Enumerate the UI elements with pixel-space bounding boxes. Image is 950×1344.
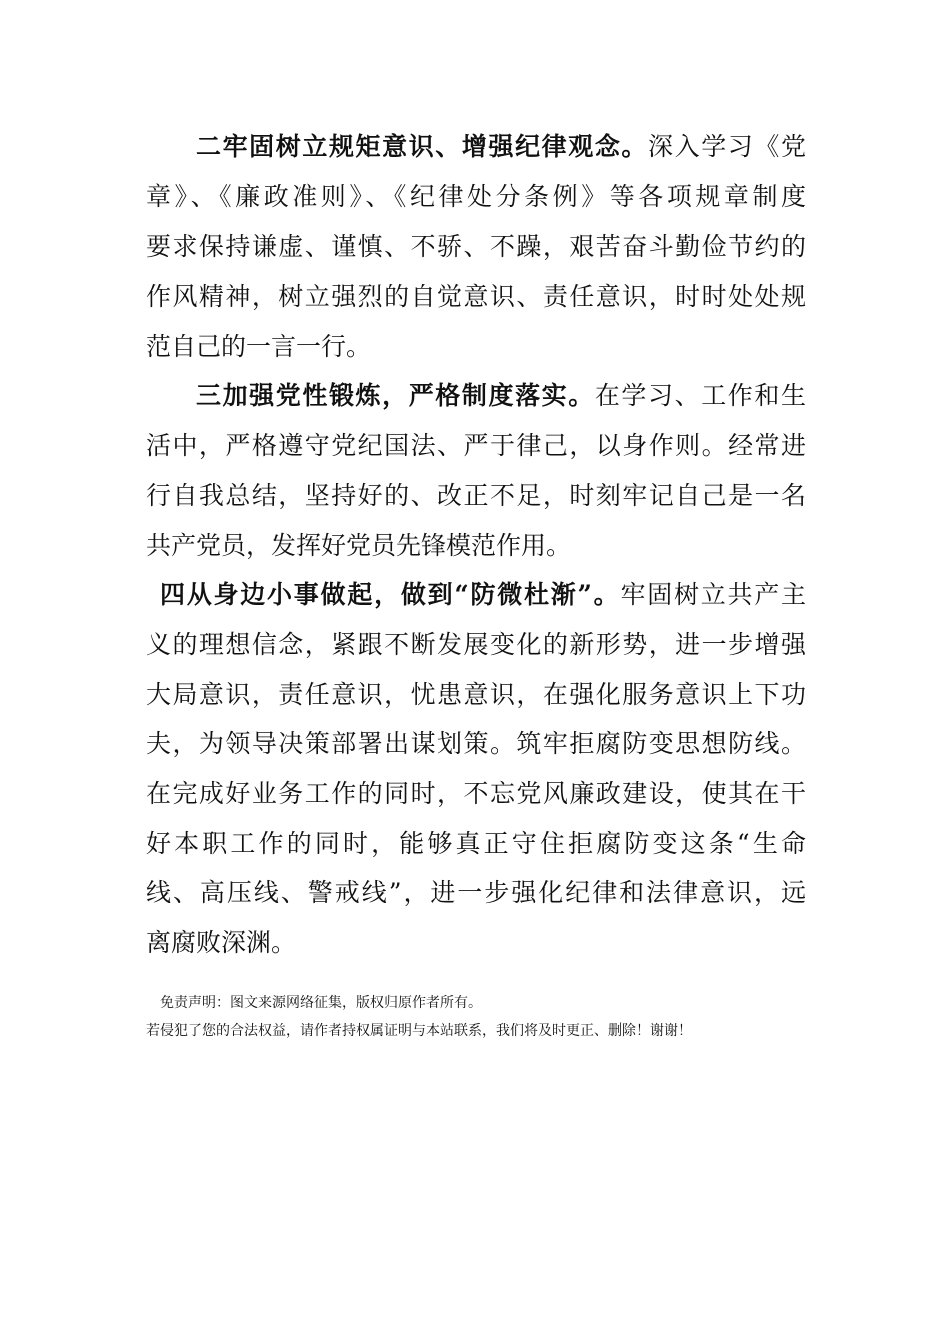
paragraph-4-line-1	[160, 570, 806, 620]
paragraph-3-line-3: 行自我总结，坚持好的、改正不足，时刻牢记自己是一名	[146, 481, 806, 510]
paragraph-4-line-3: 大局意识，责任意识，忧患意识，在强化服务意识上下功	[146, 680, 806, 709]
paragraph-2-line-1	[196, 122, 806, 172]
paragraph-3-heading: 三加强党性锻炼，严格制度落实。	[196, 381, 595, 410]
paragraph-3-line-4: 共产党员，发挥好党员先锋模范作用。	[146, 531, 572, 560]
paragraph-2-line-2: 章》、《廉政准则》、《纪律处分条例》等各项规章制度	[146, 182, 806, 211]
paragraph-4-text: 牢固树立共产主	[620, 580, 806, 609]
paragraph-2-text: 深入学习《党	[648, 132, 806, 161]
paragraph-2-line-4: 作风精神，树立强烈的自觉意识、责任意识，时时处处规	[146, 282, 806, 311]
paragraph-4-line-6: 好本职工作的同时，能够真正守住拒腐防变这条“生命	[146, 829, 806, 858]
paragraph-3-line-2: 活中，严格遵守党纪国法、严于律己，以身作则。经常进	[146, 431, 806, 460]
paragraph-4-line-5: 在完成好业务工作的同时，不忘党风廉政建设，使其在干	[146, 779, 806, 808]
disclaimer-line-2: 若侵犯了您的合法权益，请作者持权属证明与本站联系，我们将及时更正、删除！谢谢！	[146, 1023, 692, 1039]
paragraph-4-heading: 四从身边小事做起，做到“防微杜渐”。	[160, 580, 621, 609]
paragraph-4-line-7: 线、高压线、警戒线”，进一步强化纪律和法律意识，远	[146, 878, 806, 907]
paragraph-2-heading: 二牢固树立规矩意识、增强纪律观念。	[196, 132, 649, 161]
paragraph-2-line-3: 要求保持谦虚、谨慎、不骄、不躁，艰苦奋斗勤俭节约的	[146, 232, 806, 261]
paragraph-4-line-8: 离腐败深渊。	[146, 928, 297, 957]
paragraph-4-line-4: 夫，为领导决策部署出谋划策。筑牢拒腐防变思想防线。	[146, 729, 806, 758]
paragraph-3-text: 在学习、工作和生	[594, 381, 806, 410]
paragraph-3-line-1	[196, 371, 806, 421]
paragraph-4-line-2: 义的理想信念，紧跟不断发展变化的新形势，进一步增强	[146, 630, 806, 659]
disclaimer-line-1: 免责声明：图文来源网络征集，版权归原作者所有。	[160, 995, 482, 1011]
paragraph-2-line-5: 范自己的一言一行。	[146, 332, 372, 361]
